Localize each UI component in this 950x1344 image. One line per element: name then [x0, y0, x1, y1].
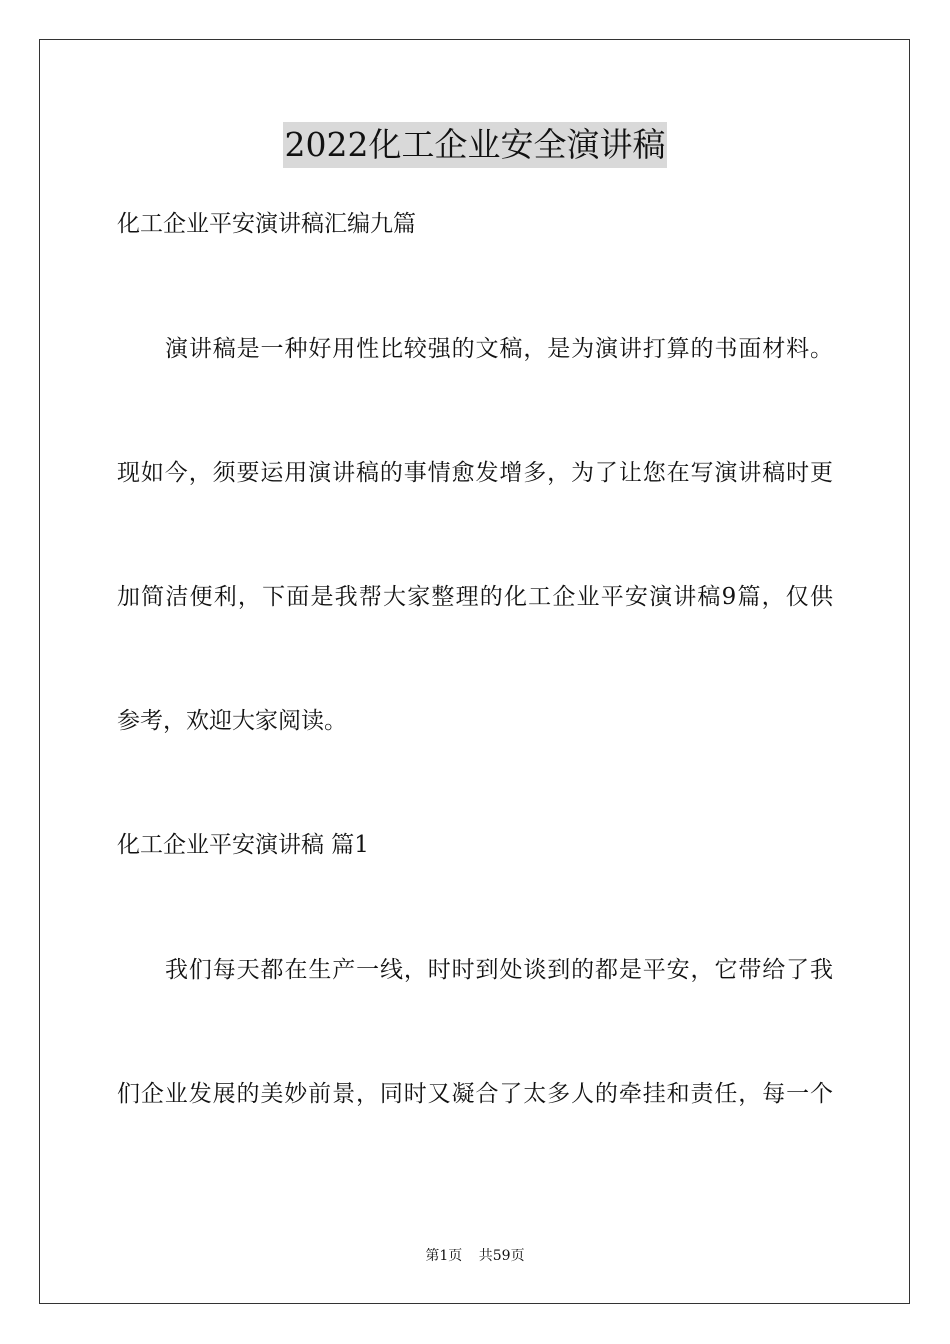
- paragraph-line-text: 们企业发展的美妙前景，同时又凝合了太多人的牵挂和责任，每一个: [117, 1081, 833, 1107]
- page-footer: [0, 1246, 950, 1266]
- title-container: [0, 122, 950, 168]
- paragraph-line: [165, 334, 833, 364]
- subtitle-line: 化工企业平安演讲稿汇编九篇: [117, 211, 416, 237]
- paragraph-line-text: 加简洁便利，下面是我帮大家整理的化工企业平安演讲稿9篇，仅供: [117, 584, 833, 610]
- paragraph-line: 参考，欢迎大家阅读。: [117, 708, 347, 734]
- paragraph-line: [117, 1079, 833, 1109]
- page-total: 共59页: [478, 1248, 525, 1264]
- paragraph-line-text: 现如今，须要运用演讲稿的事情愈发增多，为了让您在写演讲稿时更: [117, 460, 833, 486]
- section-heading: 化工企业平安演讲稿 篇1: [117, 832, 369, 858]
- paragraph-line: [117, 458, 833, 488]
- paragraph-line: [117, 582, 833, 612]
- page-number: 第1页: [425, 1248, 463, 1264]
- document-title: 2022化工企业安全演讲稿: [283, 122, 668, 168]
- paragraph-line: [165, 955, 833, 985]
- paragraph-line-text: 演讲稿是一种好用性比较强的文稿，是为演讲打算的书面材料。: [165, 336, 833, 362]
- paragraph-line-text: 我们每天都在生产一线，时时到处谈到的都是平安，它带给了我: [165, 957, 833, 983]
